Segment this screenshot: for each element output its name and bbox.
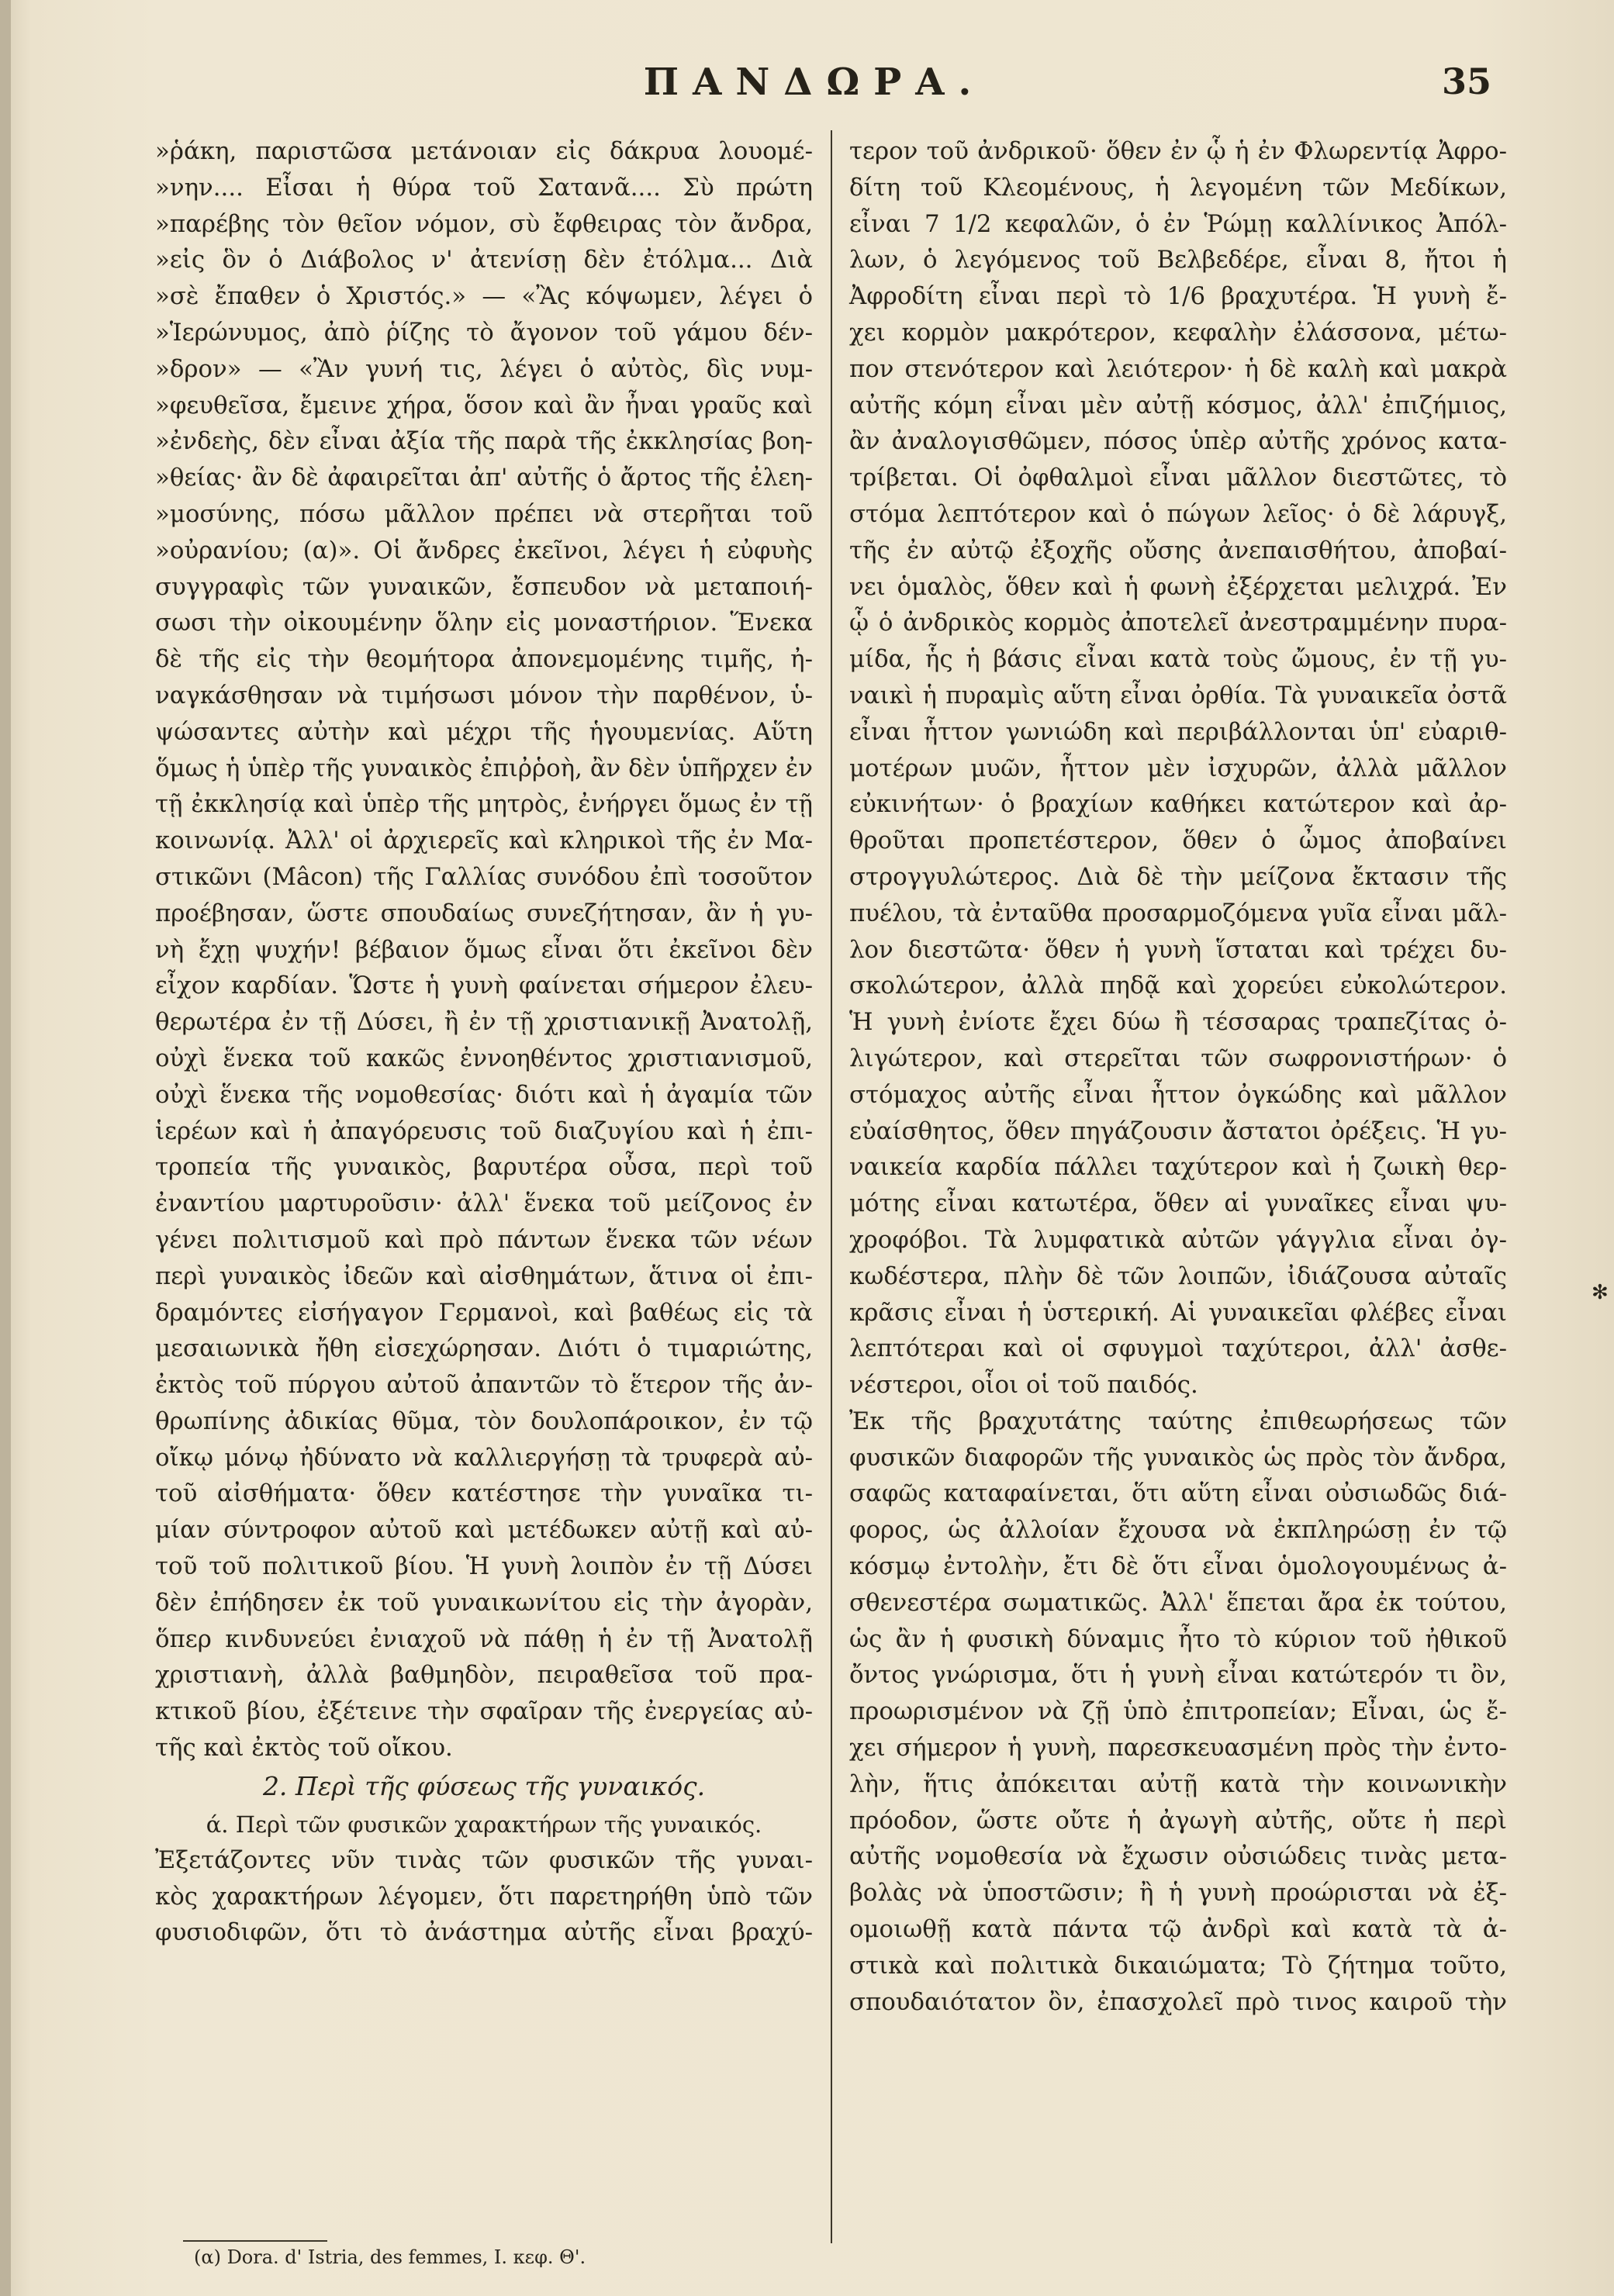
text-line: »Ἱερώνυμος, ἀπὸ ῥίζης τὸ ἄγονον τοῦ γάμου δέν- [155,318,813,347]
text-line: χει σήμερον ἡ γυνὴ, παρεσκευασμένη πρὸς τὴν ἐντο- [849,1734,1507,1763]
text-line: πρόοδον, ὥστε οὔτε ἡ ἀγωγὴ αὐτῆς, οὔτε ἡ περὶ [849,1806,1507,1835]
text-line: ὅπερ κινδυνεύει ἐνιαχοῦ νὰ πάθῃ ἡ ἐν τῇ Ἀνατολῇ [155,1624,813,1653]
text-line: τροπεία τῆς γυναικὸς, βαρυτέρα οὖσα, περὶ τοῦ [155,1153,813,1182]
text-line: »δρον» — «Ἂν γυνή τις, λέγει ὁ αὐτὸς, δὶς νυμ- [155,354,813,383]
text-line: τῆς καὶ ἐκτὸς τοῦ οἴκου. [155,1734,453,1763]
text-line: νὴ ἔχῃ ψυχήν! βέβαιον ὅμως εἶναι ὅτι ἐκεῖνοι δὲν [155,935,813,964]
text-line: κόσμῳ ἐντολὴν, ἔτι δὲ ὅτι εἶναι ὁμολογουμένως ἀ- [849,1552,1507,1581]
text-line: μίδα, ἧς ἡ βάσις εἶναι κατὰ τοὺς ὤμους, ἐν τῇ γυ- [849,645,1507,674]
text-line: Ἡ γυνὴ ἐνίοτε ἔχει δύω ἢ τέσσαρας τραπεζίτας ὀ- [849,1008,1507,1037]
text-line: »θείας· ἂν δὲ ἀφαιρεῖται ἀπ' αὐτῆς ὁ ἄρτος τῆς ἐλεη- [155,464,813,492]
section-heading: 2. Περὶ τῆς φύσεως τῆς γυναικός. [262,1770,706,1801]
text-line: στόμα λεπτότερον καὶ ὁ πώγων λεῖος· ὁ δὲ λάρυγξ, [849,499,1507,528]
text-line: χροφόβοι. Τὰ λυμφατικὰ αὐτῶν γάγγλια εἶναι ὀγ- [849,1225,1507,1254]
text-line: μοτέρων μυῶν, ἧττον μὲν ἰσχυρῶν, ἀλλὰ μᾶλλον [849,754,1507,782]
text-line: ὡς ἂν ἡ φυσικὴ δύναμις ἦτο τὸ κύριον τοῦ ἠθικοῦ [849,1624,1507,1653]
right-column-body [849,133,1507,2020]
text-line: θρωπίνης ἀδικίας θῦμα, τὸν δουλοπάροικον, ἐν τῷ [155,1407,813,1435]
text-line: μότης εἶναι κατωτέρα, ὅθεν αἱ γυναῖκες εἶναι ψυ- [849,1189,1507,1218]
text-line: αὐτῆς νομοθεσία νὰ ἔχωσιν οὐσιώδεις τινὰς μετα- [849,1842,1507,1871]
binding-gutter [0,0,11,2296]
text-line: πυέλου, τὰ ἐνταῦθα προσαρμοζόμενα γυῖα εἶναι μᾶλ- [849,899,1507,927]
text-line: ναικὶ ἡ πυραμὶς αὕτη εἶναι ὀρθία. Τὰ γυναικεῖα ὀστᾶ [849,681,1507,710]
text-line: προωρισμένον νὰ ζῇ ὑπὸ ἐπιτροπείαν; Εἶναι, ὡς ἔ- [849,1697,1507,1726]
text-line: σπουδαιότατον ὂν, ἐπασχολεῖ πρὸ τινος καιροῦ τὴν [849,1987,1507,2016]
text-line: στόμαχος αὐτῆς εἶναι ἧττον ὀγκώδης καὶ μᾶλλον [849,1080,1507,1109]
margin-mark: ✻ [1592,1281,1609,1304]
text-line: »ῥάκη, παριστῶσα μετάνοιαν εἰς δάκρυα λουομέ- [155,137,813,165]
text-line: γένει πολιτισμοῦ καὶ πρὸ πάντων ἕνεκα τῶν νέων [155,1225,813,1254]
text-line: δὲν ἐπήδησεν ἐκ τοῦ γυναικωνίτου εἰς τὴν ἀγορὰν, [155,1588,813,1617]
text-line: ᾧ ὁ ἀνδρικὸς κορμὸς ἀποτελεῖ ἀνεστραμμένην πυρα- [849,609,1507,637]
text-line: δίτη τοῦ Κλεομένους, ἡ λεγομένη τῶν Μεδίκων, [849,173,1507,202]
text-line: φυσιοδιφῶν, ὅτι τὸ ἀνάστημα αὐτῆς εἶναι βραχύ- [155,1918,813,1947]
text-line: περὶ γυναικὸς ἰδεῶν καὶ αἰσθημάτων, ἅτινα οἱ ἐπι- [155,1262,813,1290]
running-title: ΠΑΝΔΩΡΑ. [643,60,986,104]
text-line: κωδέστερα, πλὴν δὲ τῶν λοιπῶν, ἰδιάζουσα αὐταῖς [849,1262,1507,1290]
text-line: οὐχὶ ἕνεκα τοῦ κακῶς ἐννοηθέντος χριστιανισμοῦ, [155,1044,813,1072]
text-line: σθενεστέρα σωματικῶς. Ἀλλ' ἕπεται ἄρα ἐκ τούτου, [849,1588,1507,1617]
text-line: κὸς χαρακτήρων λέγομεν, ὅτι παρετηρήθη ὑπὸ τῶν [155,1882,813,1911]
text-line: νέστεροι, οἷοι οἱ τοῦ παιδός. [849,1371,1198,1400]
text-line: σκολώτερον, ἀλλὰ πηδᾷ καὶ χορεύει εὐκολώτερον. [849,972,1507,1000]
text-line: λον διεστῶτα· ὅθεν ἡ γυνὴ ἵσταται καὶ τρέχει δυ- [849,935,1507,964]
text-line: »ἐνδεὴς, δὲν εἶναι ἀξία τῆς παρὰ τῆς ἐκκλησίας βοη- [155,427,813,456]
text-line: στικῶνι (Mâcon) τῆς Γαλλίας συνόδου ἐπὶ τοσοῦτον [155,862,813,891]
sub-heading: ά. Περὶ τῶν φυσικῶν χαρακτήρων τῆς γυναικός. [206,1811,762,1838]
text-line: »μοσύνης, πόσω μᾶλλον πρέπει νὰ στερῆται τοῦ [155,499,813,528]
text-line: εἶναι ἧττον γωνιώδη καὶ περιβάλλονται ὑπ' εὐαριθ- [849,717,1507,746]
text-line: στικὰ καὶ πολιτικὰ δικαιώματα; Τὸ ζήτημα τοῦτο, [849,1951,1507,1980]
text-line: »νην.... Εἶσαι ἡ θύρα τοῦ Σατανᾶ.... Σὺ πρώτη [155,173,813,202]
text-line: ἂν ἀναλογισθῶμεν, πόσος ὑπὲρ αὐτῆς χρόνος κατα- [849,427,1507,456]
text-line: δραμόντες εἰσήγαγον Γερμανοὶ, καὶ βαθέως εἰς τὰ [155,1298,813,1327]
text-line: μίαν σύντροφον αὐτοῦ καὶ μετέδωκεν αὐτῇ καὶ αὐ- [155,1516,813,1545]
text-line: δὲ τῆς εἰς τὴν θεομήτορα ἀπονεμομένης τιμῆς, ἠ- [155,645,813,674]
text-line: λὴν, ἥτις ἀπόκειται αὐτῇ κατὰ τὴν κοινωνικὴν [849,1769,1507,1798]
text-line: Ἀφροδίτη εἶναι περὶ τὸ 1/6 βραχυτέρα. Ἡ γυνὴ ἔ- [849,282,1507,311]
text-line: κτικοῦ βίου, ἐξέτεινε τὴν σφαῖραν τῆς ἐνεργείας αὐ- [155,1697,813,1726]
text-line: νει ὁμαλὸς, ὅθεν καὶ ἡ φωνὴ ἐξέρχεται μελιχρά. Ἐν [849,572,1507,601]
text-line: ἐκτὸς τοῦ πύργου αὐτοῦ ἀπαντῶν τὸ ἕτερον τῆς ἀν- [155,1371,813,1400]
text-line: »παρέβης τὸν θεῖον νόμον, σὺ ἔφθειρας τὸν ἄνδρα, [155,209,813,238]
text-line: φορος, ὡς ἀλλοίαν ἔχουσα νὰ ἐκπληρώσῃ ἐν τῷ [849,1516,1507,1545]
left-column [155,133,813,1951]
text-line: τοῦ αἰσθήματα· ὅθεν κατέστησε τὴν γυναῖκα τι- [155,1479,813,1508]
text-line: προέβησαν, ὥστε σπουδαίως συνεζήτησαν, ἂν ἡ γυ- [155,899,813,927]
text-line: βολὰς νὰ ὑποστῶσιν; ἢ ἡ γυνὴ προώρισται νὰ ἐξ- [849,1879,1507,1908]
footnote-rule [183,2240,327,2242]
text-line: λιγώτερον, καὶ στερεῖται τῶν σωφρονιστήρων· ὁ [849,1044,1507,1072]
text-line: εὐκινήτων· ὁ βραχίων καθήκει κατώτερον καὶ ἀρ- [849,790,1507,819]
text-line: κοινωνίᾳ. Ἀλλ' οἱ ἀρχιερεῖς καὶ κληρικοὶ τῆς ἐν Μα- [155,827,813,855]
text-line: »φευθεῖσα, ἔμεινε χήρα, ὅσον καὶ ἂν ἦναι γραῦς καὶ [155,391,813,419]
text-line: ὄντος γνώρισμα, ὅτι ἡ γυνὴ εἶναι κατώτερόν τι ὂν, [849,1661,1507,1690]
text-line: χει κορμὸν μακρότερον, κεφαλὴν ἐλάσσονα, μέτω- [849,318,1507,347]
text-line: συγγραφὶς τῶν γυναικῶν, ἔσπευδον νὰ μεταποιή- [155,572,813,601]
text-line: σωσι τὴν οἰκουμένην ὅλην εἰς μοναστήριον. Ἕνεκα [155,609,813,637]
text-line: ναικεία καρδία πάλλει ταχύτερον καὶ ἡ ζωικὴ θερ- [849,1153,1507,1182]
page-number: 35 [1441,60,1491,102]
text-line: τρίβεται. Οἱ ὀφθαλμοὶ εἶναι μᾶλλον διεστῶτες, τὸ [849,464,1507,492]
text-line: εἶναι 7 1/2 κεφαλῶν, ὁ ἐν Ῥώμῃ καλλίνικος Ἀπόλ- [849,209,1507,238]
text-line: οὐχὶ ἕνεκα τῆς νομοθεσίας· διότι καὶ ἡ ἀγαμία τῶν [155,1080,813,1109]
text-line: »οὐρανίου; (α)». Οἱ ἄνδρες ἐκεῖνοι, λέγει ἡ εὐφυὴς [155,536,813,565]
left-column-body [155,133,813,1766]
text-line: ψώσαντες αὐτὴν καὶ μέχρι τῆς ἡγουμενίας. Αὕτη [155,717,813,746]
text-line: τερον τοῦ ἀνδρικοῦ· ὅθεν ἐν ᾧ ἡ ἐν Φλωρεντίᾳ Ἀφρο- [849,137,1507,165]
text-line: »σὲ ἔπαθεν ὁ Χριστός.» — «Ἂς κόψωμεν, λέγει ὁ [155,282,813,311]
text-line: εὐαίσθητος, ὅθεν πηγάζουσιν ἄστατοι ὀρέξεις. Ἡ γυ- [849,1117,1507,1145]
text-line: ἱερέων καὶ ἡ ἀπαγόρευσις τοῦ διαζυγίου καὶ ἡ ἐπι- [155,1117,813,1145]
text-line: ὅμως ἡ ὑπὲρ τῆς γυναικὸς ἐπιῤῥοὴ, ἂν δὲν ὑπῆρχεν ἐν [155,754,813,782]
text-line: λων, ὁ λεγόμενος τοῦ Βελβεδέρε, εἶναι 8, ἤτοι ἡ [849,246,1507,274]
text-line: τῇ ἐκκλησίᾳ καὶ ὑπὲρ τῆς μητρὸς, ἐνήργει ὅμως ἐν τῇ [155,790,813,819]
text-line: τῆς ἐν αὐτῷ ἐξοχῆς οὔσης ἀνεπαισθήτου, ἀποβαί- [849,536,1507,565]
footnote: (α) Dora. d' Istria, des femmes, I. κεφ. Θ'. [194,2246,586,2268]
column-divider [831,130,832,2243]
text-line: κρᾶσις εἶναι ἡ ὑστερική. Αἱ γυναικεῖαι φλέβες εἶναι [849,1298,1507,1327]
text-line: χριστιανὴ, ἀλλὰ βαθμηδὸν, πειραθεῖσα τοῦ πρα- [155,1661,813,1690]
text-line: Ἐξετάζοντες νῦν τινὰς τῶν φυσικῶν τῆς γυναι- [155,1845,813,1874]
text-line: ναγκάσθησαν νὰ τιμήσωσι μόνον τὴν παρθένον, ὑ- [155,681,813,710]
text-line: θροῦται προπετέστερον, ὅθεν ὁ ὦμος ἀποβαίνει [849,827,1507,855]
text-line: αὐτῆς κόμη εἶναι μὲν αὐτῇ κόσμος, ἀλλ' ἐπιζήμιος, [849,391,1507,419]
text-line: ομοιωθῇ κατὰ πάντα τῷ ἀνδρὶ καὶ κατὰ τὰ ἀ- [849,1915,1507,1944]
right-column [849,133,1507,2020]
text-line: σαφῶς καταφαίνεται, ὅτι αὕτη εἶναι οὐσιωδῶς διά- [849,1479,1507,1508]
text-line: οἴκῳ μόνῳ ἠδύνατο νὰ καλλιεργήσῃ τὰ τρυφερὰ αὐ- [155,1443,813,1472]
text-line: στρογγυλώτερος. Διὰ δὲ τὴν μείζονα ἔκτασιν τῆς [849,862,1507,891]
text-line: »εἰς ὃν ὁ Διάβολος ν' ἀτενίσῃ δὲν ἐτόλμα... Διὰ [155,246,813,274]
text-line: θερωτέρα ἐν τῇ Δύσει, ἢ ἐν τῇ χριστιανικῇ Ἀνατολῇ, [155,1008,813,1037]
text-line: λεπτότεραι καὶ οἱ σφυγμοὶ ταχύτεροι, ἀλλ' ἀσθε- [849,1334,1507,1363]
text-line: φυσικῶν διαφορῶν τῆς γυναικὸς ὡς πρὸς τὸν ἄνδρα, [849,1443,1507,1472]
text-line: μεσαιωνικὰ ἤθη εἰσεχώρησαν. Διότι ὁ τιμαριώτης, [155,1334,813,1363]
text-line: ἐναντίου μαρτυροῦσιν· ἀλλ' ἕνεκα τοῦ μείζονος ἐν [155,1189,813,1218]
text-line: πον στενότερον καὶ λειότερον· ἡ δὲ καλὴ καὶ μακρὰ [849,354,1507,383]
text-line: τοῦ τοῦ πολιτικοῦ βίου. Ἡ γυνὴ λοιπὸν ἐν τῇ Δύσει [155,1552,813,1581]
text-line: εἶχον καρδίαν. Ὥστε ἡ γυνὴ φαίνεται σήμερον ἐλευ- [155,972,813,1000]
text-line: Ἐκ τῆς βραχυτάτης ταύτης ἐπιθεωρήσεως τῶν [849,1407,1507,1435]
left-column-continuation [155,1842,813,1951]
